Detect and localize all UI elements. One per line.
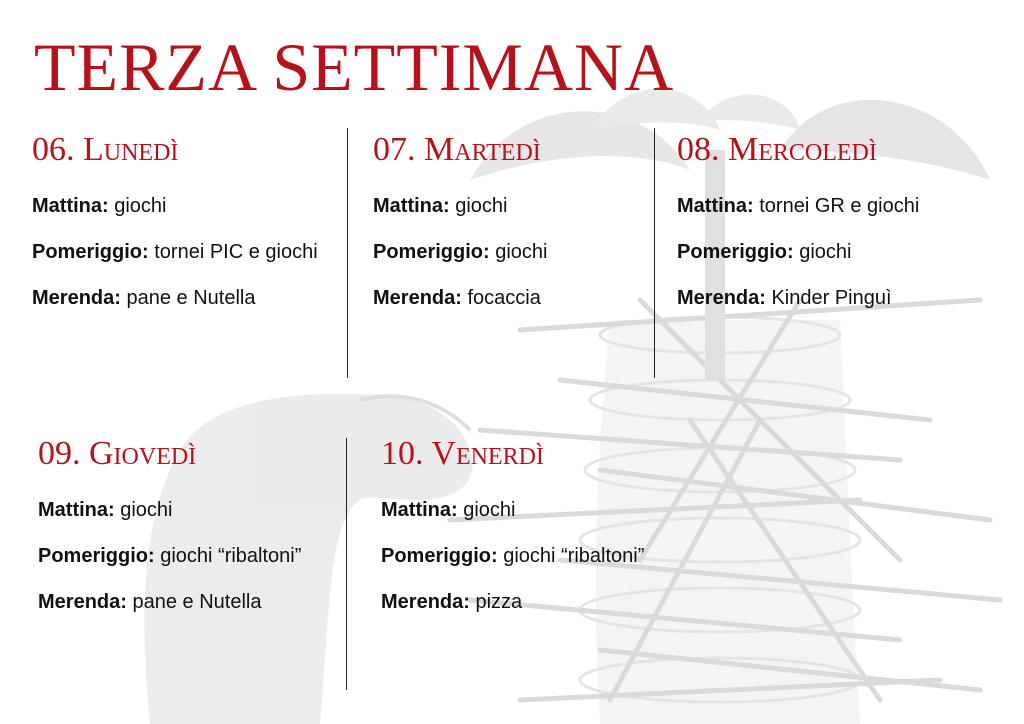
value-afternoon: tornei PIC e giochi [154,241,318,263]
entry-morning [677,190,1007,222]
entry-morning [32,190,332,222]
page-title: TERZA SETTIMANA [34,29,675,105]
entry-snack [38,586,338,618]
day-title: 09. Giovedì [38,435,197,472]
label-afternoon: Pomeriggio: [373,241,490,263]
column-divider [346,438,347,690]
label-afternoon: Pomeriggio: [32,241,149,263]
value-snack: pane e Nutella [126,287,256,309]
value-snack: Kinder Pinguì [771,287,892,309]
day-thursday [38,434,338,632]
column-divider [347,128,348,378]
day-wednesday [677,130,1007,328]
label-afternoon: Pomeriggio: [677,241,794,263]
day-tuesday [373,130,643,328]
entry-snack [32,282,332,314]
value-afternoon: giochi [495,241,548,263]
day-title: 08. Mercoledì [677,131,877,168]
label-snack: Merenda: [373,287,462,309]
label-morning: Mattina: [381,499,458,521]
entry-afternoon [32,236,332,268]
entry-morning [373,190,643,222]
value-morning: giochi [114,195,167,217]
label-afternoon: Pomeriggio: [38,545,155,567]
entry-afternoon [38,540,338,572]
label-morning: Mattina: [38,499,115,521]
day-title: 06. Lunedì [32,131,179,168]
day-monday [32,130,332,328]
value-snack: focaccia [467,287,541,309]
label-snack: Merenda: [38,591,127,613]
entry-afternoon [381,540,781,572]
value-afternoon: giochi [799,241,852,263]
value-afternoon: giochi “ribaltoni” [160,545,302,567]
column-divider [654,128,655,378]
entry-afternoon [373,236,643,268]
day-title: 10. Venerdì [381,435,544,472]
label-morning: Mattina: [32,195,109,217]
value-morning: giochi [120,499,173,521]
entry-morning [381,494,781,526]
label-snack: Merenda: [677,287,766,309]
entry-morning [38,494,338,526]
entry-snack [373,282,643,314]
value-snack: pizza [475,591,523,613]
value-morning: giochi [455,195,508,217]
label-snack: Merenda: [381,591,470,613]
entry-snack [677,282,1007,314]
entry-afternoon [677,236,1007,268]
entry-snack [381,586,781,618]
value-morning: giochi [463,499,516,521]
label-morning: Mattina: [677,195,754,217]
value-snack: pane e Nutella [132,591,262,613]
value-morning: tornei GR e giochi [759,195,920,217]
label-morning: Mattina: [373,195,450,217]
label-snack: Merenda: [32,287,121,309]
label-afternoon: Pomeriggio: [381,545,498,567]
day-title: 07. Martedì [373,131,541,168]
day-friday [381,434,781,632]
value-afternoon: giochi “ribaltoni” [503,545,645,567]
